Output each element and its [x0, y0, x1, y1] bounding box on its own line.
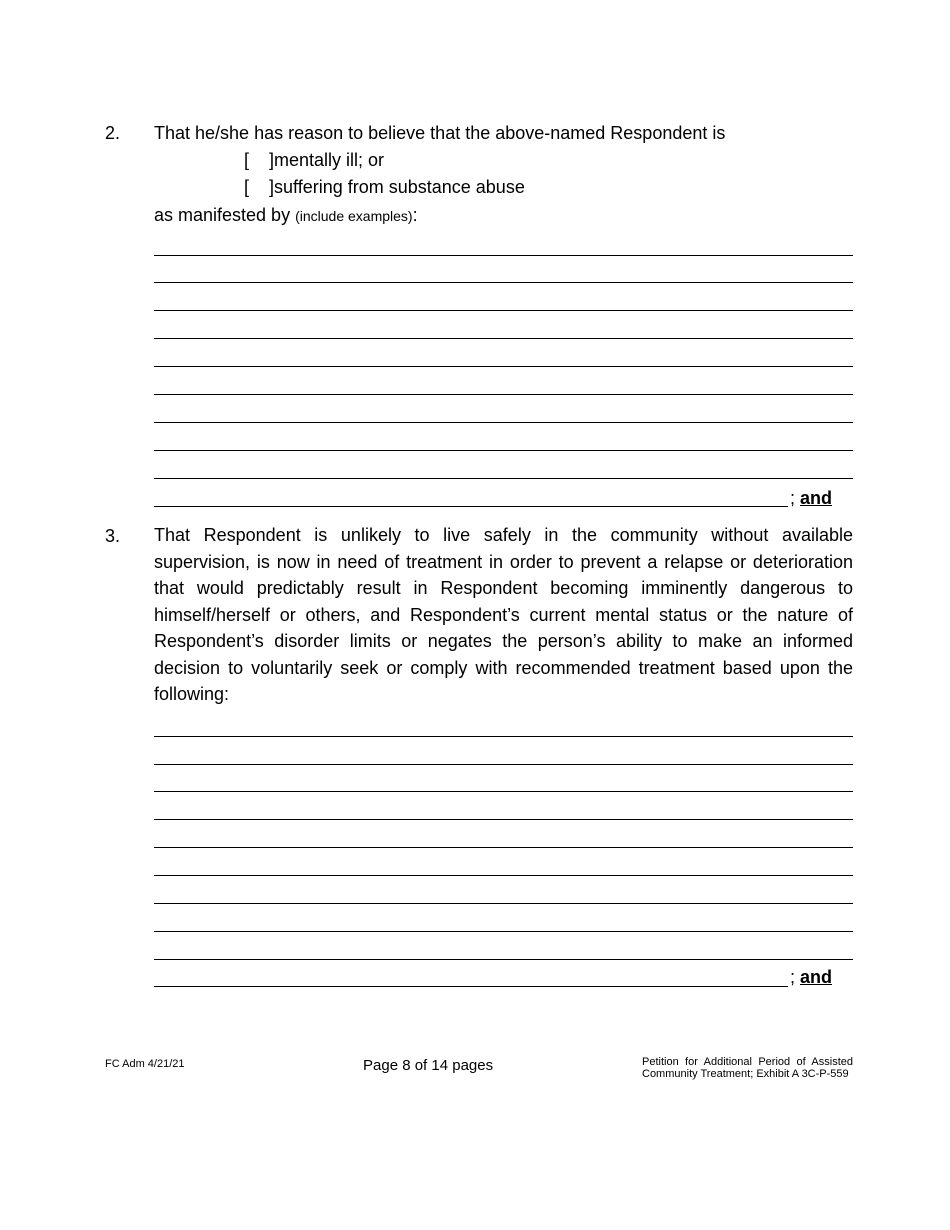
item-2-and: and [800, 488, 833, 508]
item-3-write-line[interactable] [154, 736, 853, 737]
item-2-write-line[interactable] [154, 366, 853, 367]
item-2-number: 2. [105, 123, 121, 143]
item-3-ending: ; and [790, 967, 833, 987]
item-2-write-line[interactable] [154, 422, 853, 423]
item-3-write-line[interactable] [154, 819, 853, 820]
option-substance-abuse [244, 176, 525, 198]
item-3-number: 3. [105, 526, 121, 546]
item-2-ending: ; and [790, 488, 833, 508]
footer-page-number: Page 8 of 14 pages [363, 1057, 494, 1074]
item-3-write-line[interactable] [154, 791, 853, 792]
item-3-write-line[interactable] [154, 903, 853, 904]
item-3-write-line[interactable] [154, 847, 853, 848]
footer-form-title [642, 1056, 853, 1080]
item-3-text: That Respondent is unlikely to live safely in the community without available supervision, is now in need of treatment in order to prevent a relapse or deterioration that would predictably result in Respondent becoming imminently dangerous to himself/herself or others, and Respondent’s current mental status or the nature of Respondent’s disorder limits or negates the person’s ability to make an informed decision to voluntarily seek or comply with recommended treatment based upon the following: [154, 525, 853, 704]
item-2-write-line[interactable] [154, 310, 853, 311]
item-2-write-line[interactable] [154, 478, 853, 479]
item-2-write-line-last[interactable] [154, 506, 788, 507]
checkbox-substance-abuse[interactable]: [ ] [244, 177, 275, 197]
include-examples-note: (include examples) [295, 208, 413, 224]
option-mentally-ill [244, 149, 384, 171]
item-2-write-line[interactable] [154, 282, 853, 283]
item-3-and: and [800, 967, 833, 987]
item-2-write-line[interactable] [154, 338, 853, 339]
item-3-write-line[interactable] [154, 959, 853, 960]
checkbox-mentally-ill[interactable]: [ ] [244, 150, 275, 170]
item-2-write-line[interactable] [154, 255, 853, 256]
item-3-write-line[interactable] [154, 875, 853, 876]
item-2-intro: That he/she has reason to believe that the above-named Respondent is [154, 123, 726, 143]
item-2-write-line[interactable] [154, 394, 853, 395]
option-label-mentally-ill: mentally ill; or [274, 150, 385, 170]
footer-form-id: FC Adm 4/21/21 [105, 1058, 185, 1070]
item-3-write-line-last[interactable] [154, 986, 788, 987]
manifested-by-label: as manifested by (include examples): [154, 205, 418, 225]
footer-form-title-line-1: Petition for Additional Period of Assisted [642, 1056, 853, 1068]
item-3-write-line[interactable] [154, 931, 853, 932]
footer-form-title-line-2: Community Treatment; Exhibit A 3C-P-559 [642, 1068, 849, 1080]
item-2-write-line[interactable] [154, 450, 853, 451]
option-label-substance-abuse: suffering from substance abuse [274, 177, 525, 197]
item-3-write-line[interactable] [154, 764, 853, 765]
